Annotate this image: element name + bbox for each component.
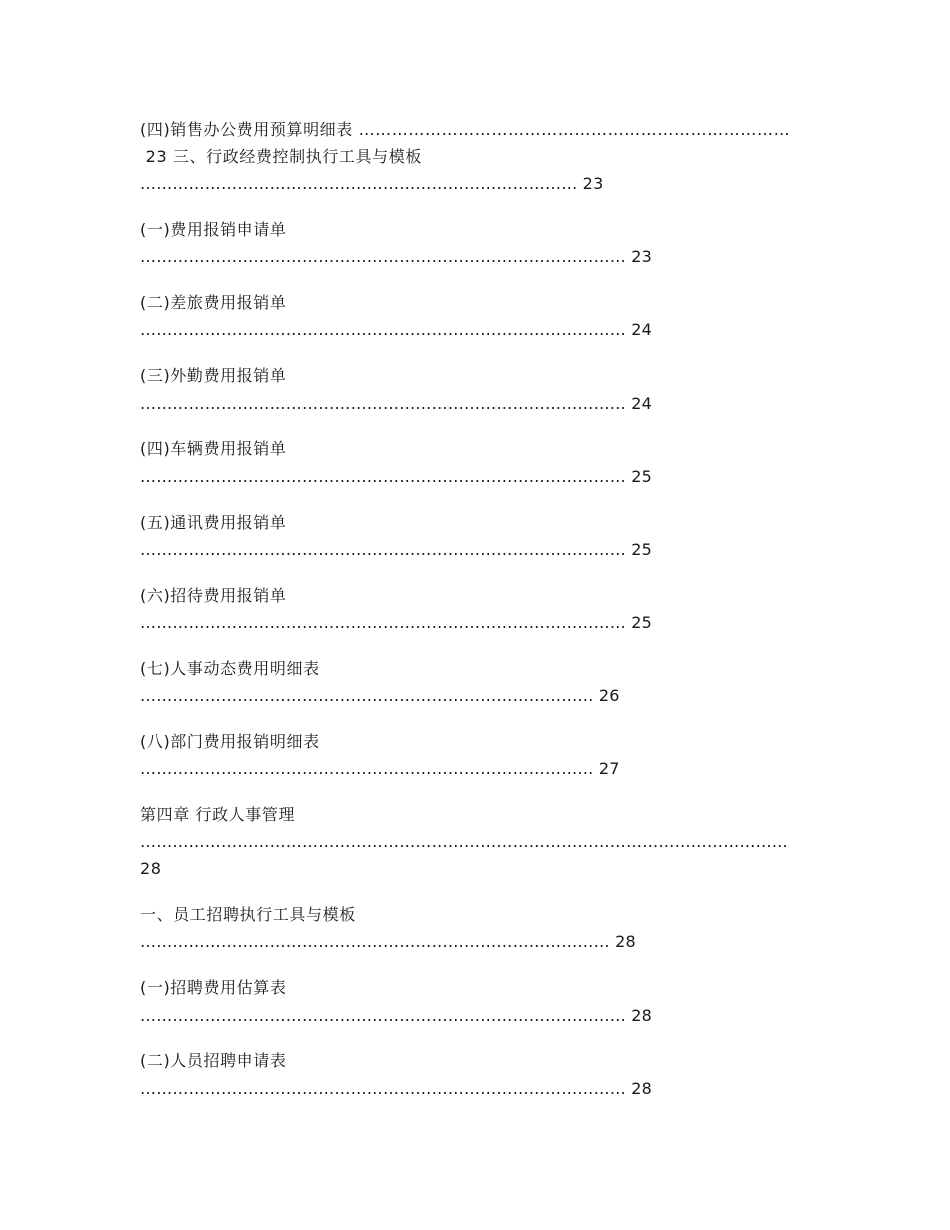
- toc-dots-page: ……………………………………………………………………………… 28: [140, 1079, 653, 1098]
- toc-entry-recruitment-cost-estimate[interactable]: (一)招聘费用估算表: [140, 978, 287, 997]
- toc-entry-expense-claim-form[interactable]: (一)费用报销申请单: [140, 220, 287, 239]
- toc-entry-travel-expense-form[interactable]: (二)差旅费用报销单: [140, 293, 287, 312]
- toc-dots-page: ……………………………………………………………………………… 23: [140, 247, 653, 266]
- toc-dots-page: …………………………………………………………………………… 28: [140, 932, 636, 951]
- toc-dots-page: ………………………………………………………………………… 27: [140, 759, 620, 778]
- toc-entry-hr-dynamics-expense[interactable]: (七)人事动态费用明细表: [140, 659, 320, 678]
- toc-entry-sales-office-budget[interactable]: (四)销售办公费用预算明细表 ……………………………………………………………………: [140, 120, 791, 139]
- toc-entry-entertainment-expense-form[interactable]: (六)招待费用报销单: [140, 586, 287, 605]
- toc-dots-page: ……………………………………………………………………………… 25: [140, 467, 653, 486]
- toc-dots-page: ……………………………………………………………………………… 28: [140, 1006, 653, 1025]
- toc-entry-recruitment-tools[interactable]: 一、员工招聘执行工具与模板: [140, 905, 356, 924]
- toc-entry-admin-expense-tools[interactable]: 23 三、行政经费控制执行工具与模板: [140, 147, 422, 166]
- toc-dots-page: ……………………………………………………………………………… 25: [140, 613, 653, 632]
- toc-page-number: 28: [140, 859, 162, 878]
- toc-dots-page: ……………………………………………………………………………… 24: [140, 394, 653, 413]
- toc-dots-page: ……………………………………………………………………………… 25: [140, 540, 653, 559]
- toc-dots: …………………………………………………………………………………………………………: [140, 832, 788, 851]
- toc-entry-staff-recruitment-request[interactable]: (二)人员招聘申请表: [140, 1051, 287, 1070]
- toc-dots-page: ………………………………………………………………………… 26: [140, 686, 620, 705]
- toc-entry-department-expense-detail[interactable]: (八)部门费用报销明细表: [140, 732, 320, 751]
- toc-entry-field-expense-form[interactable]: (三)外勤费用报销单: [140, 366, 287, 385]
- toc-dots-page: ……………………………………………………………………… 23: [140, 174, 604, 193]
- toc-entry-communication-expense-form[interactable]: (五)通讯费用报销单: [140, 513, 287, 532]
- toc-entry-vehicle-expense-form[interactable]: (四)车辆费用报销单: [140, 439, 287, 458]
- toc-entry-chapter-four[interactable]: 第四章 行政人事管理: [140, 805, 296, 824]
- toc-dots-page: ……………………………………………………………………………… 24: [140, 320, 653, 339]
